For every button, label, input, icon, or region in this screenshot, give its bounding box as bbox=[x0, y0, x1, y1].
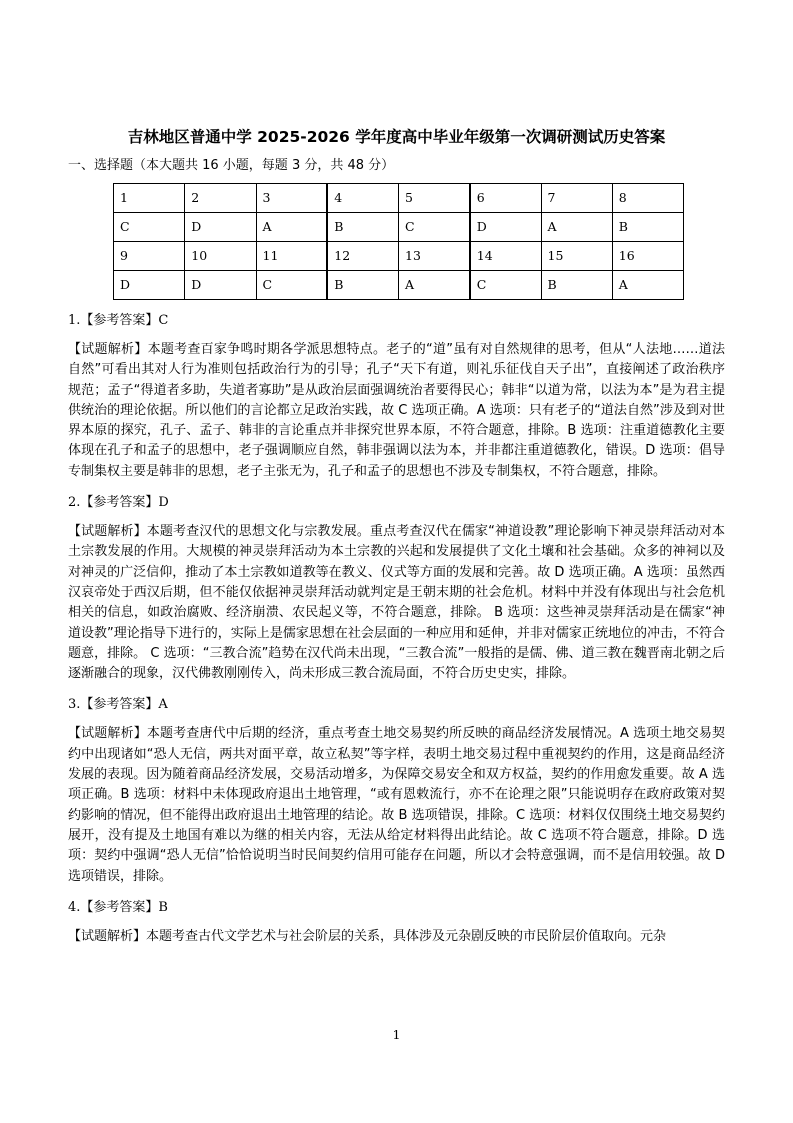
answer-line bbox=[68, 898, 725, 918]
answer-value: A bbox=[158, 697, 168, 713]
explanation-paragraph bbox=[68, 522, 725, 684]
item-index: 3. bbox=[68, 697, 81, 713]
table-cell: B bbox=[612, 213, 683, 242]
answer-line bbox=[68, 493, 725, 513]
table-cell: D bbox=[185, 271, 256, 300]
answer-line bbox=[68, 695, 725, 715]
answer-key-table-body bbox=[114, 184, 684, 300]
page-number: 1 bbox=[392, 1027, 401, 1042]
table-cell: 5 bbox=[399, 184, 470, 213]
item-index: 4. bbox=[68, 899, 81, 915]
table-cell: 13 bbox=[399, 242, 470, 271]
explanation-text: 本题考查古代文学艺术与社会阶层的关系，具体涉及元杂剧反映的市民阶层价值取向。元杂 bbox=[146, 928, 667, 944]
table-cell: 16 bbox=[612, 242, 683, 271]
table-cell: 11 bbox=[256, 242, 327, 271]
table-cell: 2 bbox=[185, 184, 256, 213]
answer-value: C bbox=[158, 313, 169, 328]
table-cell: 6 bbox=[470, 184, 541, 213]
explanation-label: 【试题解析】 bbox=[68, 342, 148, 357]
explanation-paragraph bbox=[68, 340, 725, 482]
table-cell: C bbox=[399, 213, 470, 242]
table-cell: C bbox=[114, 213, 185, 242]
table-cell: D bbox=[114, 271, 185, 300]
explanation-label: 【试题解析】 bbox=[68, 928, 147, 944]
explanation-label: 【试题解析】 bbox=[68, 726, 147, 742]
page-content bbox=[68, 124, 725, 956]
explanation-text: 本题考查百家争鸣时期各学派思想特点。老子的“道”虽有对自然规律的思考，但从“人法地……道法自然”可看出其对人行为准则包括政治行为的引导；孔子“天下有道，则礼乐征伐自天子出”，直接阐述了政治秩序规范；孟子“得道者多助，失道者寡助”是从政治层面强调统治者要得民心；韩非“以道为常，以法为本”是为君主提供统治的理论依据。所以他们的言论都立足政治实践，故 C 选项正确。A 选项：只有老子的“道法自然”涉及到对世界本原的探究，孔子、孟子、韩非的言论重点并非探究世界本原，不符合题意，排除。B 选项：注重道德教化主要体现在孔子和孟子的思想中，老子强调顺应自然，韩非强调以法为本，并非都注重道德教化，错误。D 选项：倡导专制集权主要是韩非的思想，老子主张无为，孔子和孟子的思想也不涉及专制集权，不符合题意，排除。 bbox=[68, 342, 725, 479]
answer-value: B bbox=[158, 899, 168, 915]
table-cell: 15 bbox=[541, 242, 612, 271]
answer-label: 【参考答案】 bbox=[80, 495, 159, 511]
table-cell: D bbox=[185, 213, 256, 242]
answer-key-table-wrapper bbox=[68, 183, 725, 300]
explanation-text: 本题考查唐代中后期的经济，重点考查土地交易契约所反映的商品经济发展情况。A 选项土地交易契约中出现诸如“恐人无信，两共对面平章，故立私契”等字样，表明土地交易过程中重视契约的作用，这是商品经济发展的表现。因为随着商品经济发展，交易活动增多，为保障交易安全和双方权益，契约的作用愈发重要。故 A 选项正确。B 选项：材料中未体现政府退出土地管理，“或有恩敕流行，亦不在论理之限”只能说明存在政府政策对契约影响的情况，但不能得出政府退出土地管理的结论。故 B 选项错误，排除。C 选项：材料仅仅围绕土地交易契约展开，没有提及土地国有难以为继的相关内容，无法从给定材料得出此结论。故 C 选项不符合题意，排除。D 选项：契约中强调“恐人无信”恰恰说明当时民间契约信用可能存在问题，所以才会特意强调，而不是信用较强。故 D 选项错误，排除。 bbox=[68, 726, 725, 884]
table-cell: 3 bbox=[256, 184, 327, 213]
page-title: 吉林地区普通中学 2025-2026 学年度高中毕业年级第一次调研测试历史答案 bbox=[127, 128, 666, 146]
item-index: 2. bbox=[68, 495, 81, 511]
page-bottom-mask bbox=[0, 1048, 793, 1123]
table-cell: B bbox=[541, 271, 612, 300]
table-cell: 10 bbox=[185, 242, 256, 271]
table-cell: 4 bbox=[327, 184, 398, 213]
section-heading-multiple-choice: 一、选择题（本大题共 16 小题，每题 3 分，共 48 分） bbox=[68, 158, 395, 173]
answer-line bbox=[68, 311, 725, 331]
table-cell: A bbox=[541, 213, 612, 242]
explanation-text: 本题考查汉代的思想文化与宗教发展。重点考查汉代在儒家“神道设教”理论影响下神灵崇拜活动对本土宗教发展的作用。大规模的神灵崇拜活动为本土宗教的兴起和发展提供了文化土壤和社会基础。众多的神祠以及对神灵的广泛信仰，推动了本土宗教如道教等在教义、仪式等方面的发展和完善。故 D 选项正确。A 选项：虽然西汉哀帝处于西汉后期，但不能仅依据神灵崇拜活动就判定是王朝末期的社会危机。材料中并没有体现出与社会危机相关的信息，如政治腐败、经济崩溃、农民起义等，不符合题意，排除。 B 选项：这些神灵崇拜活动是在儒家“神道设教”理论指导下进行的，实际上是儒家思想在社会层面的一种应用和延伸，并非对儒家正统地位的冲击，不符合题意，排除。 C 选项：“三教合流”趋势在汉代尚未出现，“三教合流”一般指的是儒、佛、道三教在魏晋南北朝之后逐渐融合的现象，汉代佛教刚刚传入，尚未形成三教合流局面，不符合历史史实，排除。 bbox=[68, 524, 725, 682]
table-cell: D bbox=[470, 213, 541, 242]
table-row bbox=[114, 271, 684, 300]
table-cell: 1 bbox=[114, 184, 185, 213]
table-cell: 8 bbox=[612, 184, 683, 213]
table-cell: 9 bbox=[114, 242, 185, 271]
answer-label: 【参考答案】 bbox=[80, 313, 159, 328]
table-cell: 12 bbox=[327, 242, 398, 271]
table-cell: A bbox=[256, 213, 327, 242]
explanation-paragraph bbox=[68, 927, 725, 947]
table-cell: A bbox=[399, 271, 470, 300]
answer-value: D bbox=[158, 495, 169, 511]
answer-key-table bbox=[113, 183, 684, 300]
item-index: 1. bbox=[68, 313, 81, 328]
explanation-paragraph bbox=[68, 724, 725, 886]
table-cell: C bbox=[470, 271, 541, 300]
table-row bbox=[114, 184, 684, 213]
answer-label: 【参考答案】 bbox=[80, 899, 159, 915]
table-cell: 7 bbox=[541, 184, 612, 213]
explanation-label: 【试题解析】 bbox=[68, 524, 147, 540]
table-row bbox=[114, 213, 684, 242]
table-cell: B bbox=[327, 213, 398, 242]
answer-label: 【参考答案】 bbox=[80, 697, 159, 713]
table-cell: C bbox=[256, 271, 327, 300]
table-row bbox=[114, 242, 684, 271]
table-cell: 14 bbox=[470, 242, 541, 271]
table-cell: A bbox=[612, 271, 683, 300]
table-cell: B bbox=[327, 271, 398, 300]
